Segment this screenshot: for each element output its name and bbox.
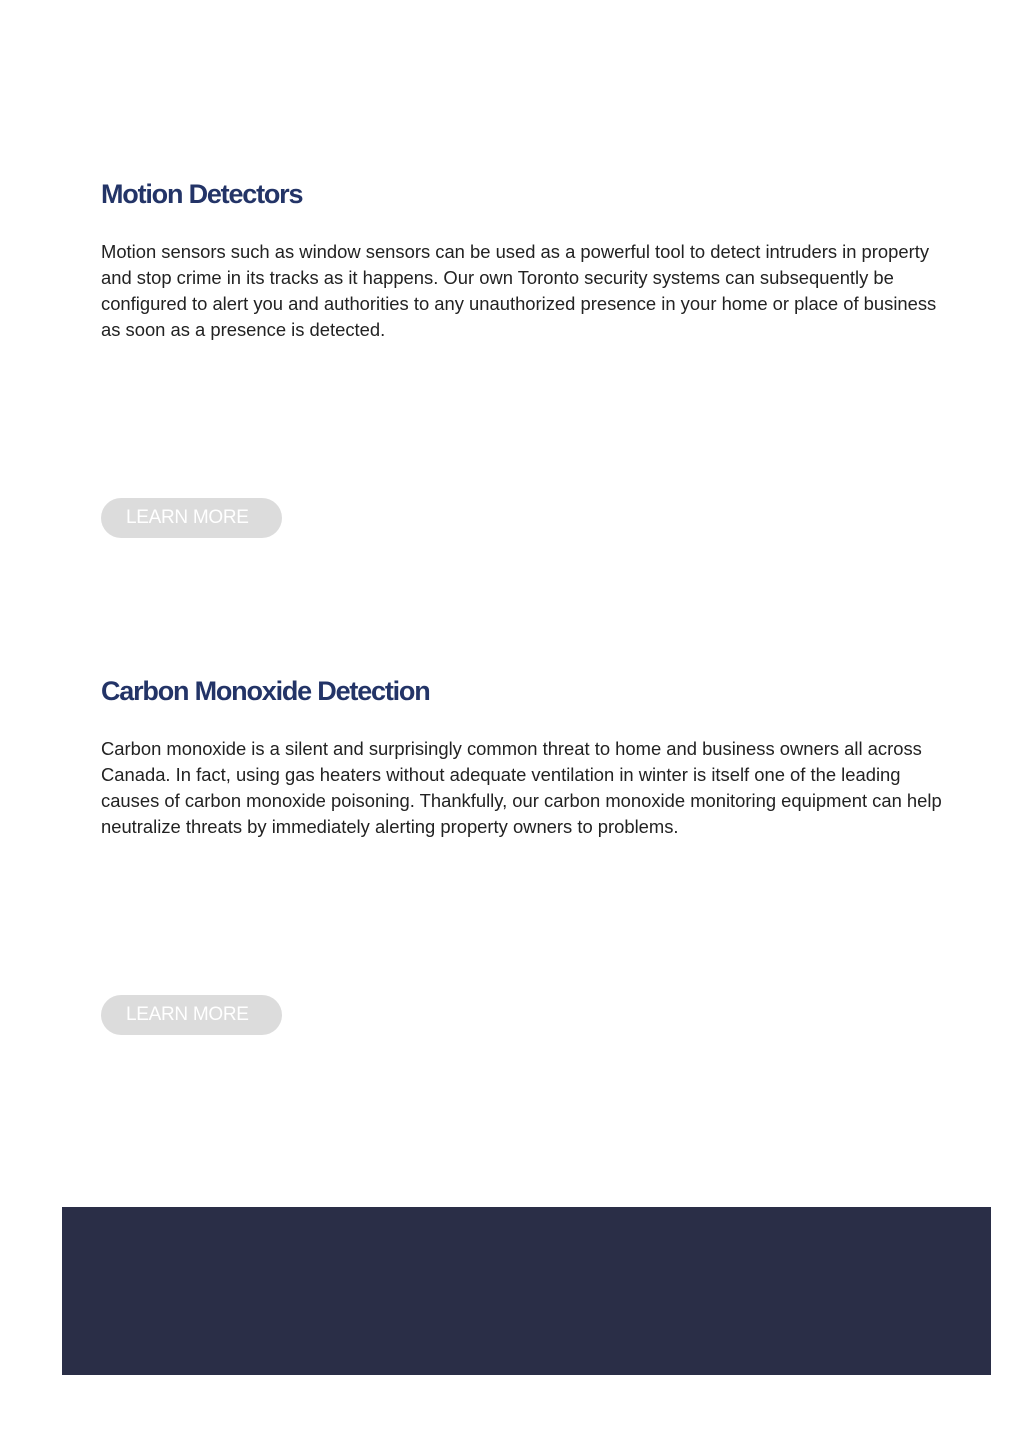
section-description: Motion sensors such as window sensors can be used as a powerful tool to detect intruders in property and stop crime in its tracks as it happens. Our own Toronto security systems can subsequently be configured to alert you and authorities to any unauthorized presence in your home or place of business as soon as a presence is detected. bbox=[101, 241, 937, 340]
motion-detectors-section bbox=[101, 178, 951, 528]
carbon-monoxide-section bbox=[101, 675, 951, 1025]
section-title: Motion Detectors bbox=[101, 179, 303, 209]
footer-band bbox=[62, 1207, 991, 1375]
learn-more-button[interactable]: LEARN MORE bbox=[101, 498, 282, 538]
section-title: Carbon Monoxide Detection bbox=[101, 676, 430, 706]
section-description: Carbon monoxide is a silent and surprisingly common threat to home and business owners all across Canada. In fact, using gas heaters without adequate ventilation in winter is itself one of the leading causes of carbon monoxide poisoning. Thankfully, our carbon monoxide monitoring equipment can help neutralize threats by immediately alerting property owners to problems. bbox=[101, 738, 942, 837]
learn-more-button[interactable]: LEARN MORE bbox=[101, 995, 282, 1035]
